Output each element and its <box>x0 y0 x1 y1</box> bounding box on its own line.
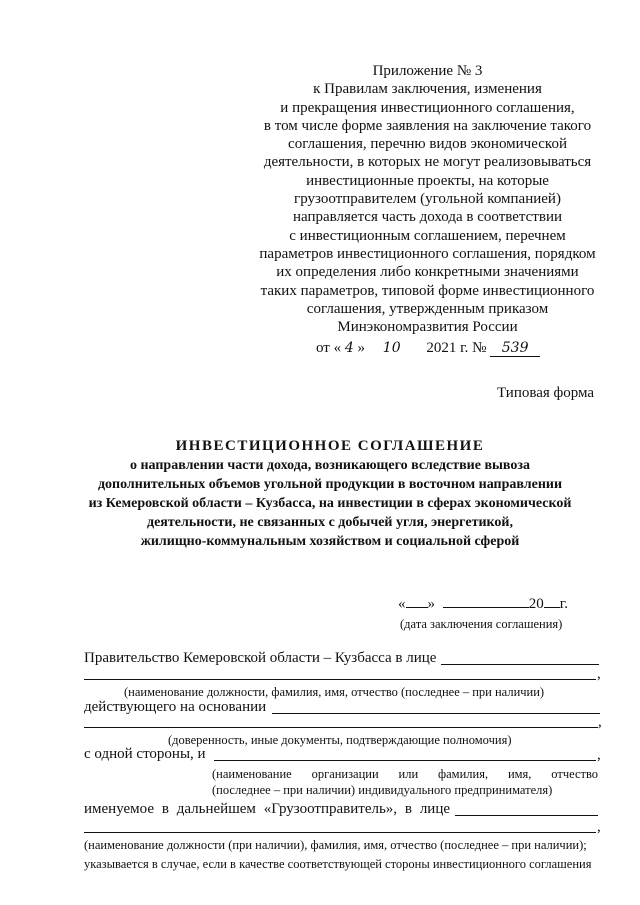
appendix-line: Минэкономразвития России <box>337 319 518 336</box>
order-day: 4 <box>344 340 354 356</box>
agreement-title-sub-line: деятельности, не связанных с добычей угля, энергетикой, <box>147 515 513 530</box>
appendix-line: в том числе форме заявления на заключение такого <box>263 117 592 134</box>
comma: , <box>597 747 601 763</box>
date-year-prefix: 20 <box>528 596 544 612</box>
note-line: указывается в случае, если в качестве соответствующей стороны инвестиционного соглашения <box>84 857 592 871</box>
organization-caption-word: или <box>398 767 419 781</box>
date-year-suffix: г. <box>559 596 568 612</box>
comma: , <box>597 666 601 682</box>
appendix-line: деятельности, в которых не могут реализовываться <box>263 154 592 171</box>
appendix-line: грузоотправителем (угольной компанией) <box>294 191 561 208</box>
hereinafter-word: в <box>404 801 412 817</box>
agreement-title-sub-line: жилищно-коммунальным хозяйством и социальной сферой <box>140 534 520 549</box>
hereinafter-word: в <box>161 801 169 817</box>
hereinafter-word: лице <box>419 801 451 817</box>
appendix-line: параметров инвестиционного соглашения, порядком <box>259 245 596 262</box>
date-caption: (дата заключения соглашения) <box>400 617 563 631</box>
shipper-representative-blank <box>455 815 598 816</box>
date-close-quote: » <box>427 596 435 612</box>
order-date-open: от « <box>316 340 342 356</box>
organization-caption-2: (последнее – при наличии) индивидуального предпринимателя) <box>212 783 553 797</box>
appendix-line: направляется часть дохода в соответствии <box>292 209 563 226</box>
agreement-title-sub-line: о направлении части дохода, возникающего вследствие вывоза <box>129 458 531 473</box>
position-caption: (наименование должности, фамилия, имя, отчество (последнее – при наличии) <box>124 685 545 699</box>
date-day-blank <box>406 607 428 608</box>
conclusion-date-line <box>398 595 568 613</box>
counterparty-blank <box>214 760 596 761</box>
form-type: Типовая форма <box>497 385 595 401</box>
hereinafter-line <box>84 800 450 818</box>
acting-basis-line <box>84 698 266 716</box>
agreement-title-main: ИНВЕСТИЦИОННОЕ СОГЛАШЕНИЕ <box>175 438 485 454</box>
government-blank <box>441 664 599 665</box>
shipper-position-caption: (наименование должности (при наличии), фамилия, имя, отчество (последнее – при наличии); <box>84 838 587 852</box>
agreement-title <box>60 436 600 551</box>
appendix-line: их определения либо конкретными значениями <box>276 264 579 281</box>
acting-basis-text: действующего на основании <box>84 699 267 715</box>
organization-caption-word: фамилия, <box>438 767 489 781</box>
appendix-line: к Правилам заключения, изменения <box>313 81 542 98</box>
appendix-block <box>255 62 600 336</box>
date-month-blank <box>443 607 529 608</box>
hereinafter-word: «Грузоотправитель», <box>263 801 398 817</box>
agreement-title-sub <box>60 456 600 551</box>
government-text: Правительство Кемеровской области – Кузбасса в лице <box>84 650 437 666</box>
shipper-position-blank <box>84 832 596 833</box>
order-number: 539 <box>490 341 540 357</box>
one-side-text: с одной стороны, и <box>84 746 206 762</box>
date-open-quote: « <box>398 596 406 612</box>
appendix-line: и прекращения инвестиционного соглашения, <box>280 99 575 116</box>
documents-caption: (доверенность, иные документы, подтверждающие полномочия) <box>168 733 512 747</box>
organization-caption-word: отчество <box>551 767 599 781</box>
date-year-blank <box>544 607 560 608</box>
documents-blank <box>84 727 598 728</box>
position-blank <box>84 679 596 680</box>
acting-basis-blank <box>272 713 600 714</box>
comma: , <box>597 819 601 835</box>
appendix-line: соглашения, утвержденным приказом <box>306 300 549 317</box>
hereinafter-word: дальнейшем <box>176 801 256 817</box>
appendix-line: Приложение № 3 <box>372 63 483 79</box>
agreement-title-sub-line: из Кемеровской области – Кузбасса, на инвестиции в сферах экономической <box>88 496 572 511</box>
appendix-line: с инвестиционным соглашением, перечнем <box>289 227 566 244</box>
order-month: 10 <box>382 340 401 356</box>
organization-caption-word: организации <box>311 767 379 781</box>
appendix-line: таких параметров, типовой форме инвестиционного <box>260 282 595 299</box>
order-date-close: » <box>357 340 366 356</box>
hereinafter-word: именуемое <box>84 801 154 817</box>
appendix-line: соглашения, перечню видов экономической <box>288 136 567 153</box>
comma: , <box>598 714 602 730</box>
government-line <box>84 649 436 667</box>
order-year: 2021 г. № <box>426 340 487 356</box>
appendix-line: инвестиционные проекты, на которые <box>306 172 549 189</box>
one-side-line <box>84 745 206 763</box>
organization-caption-word: (наименование <box>212 767 292 781</box>
order-date-line <box>316 339 540 357</box>
agreement-title-sub-line: дополнительных объемов угольной продукции в восточном направлении <box>97 477 563 492</box>
organization-caption-word: имя, <box>507 767 532 781</box>
